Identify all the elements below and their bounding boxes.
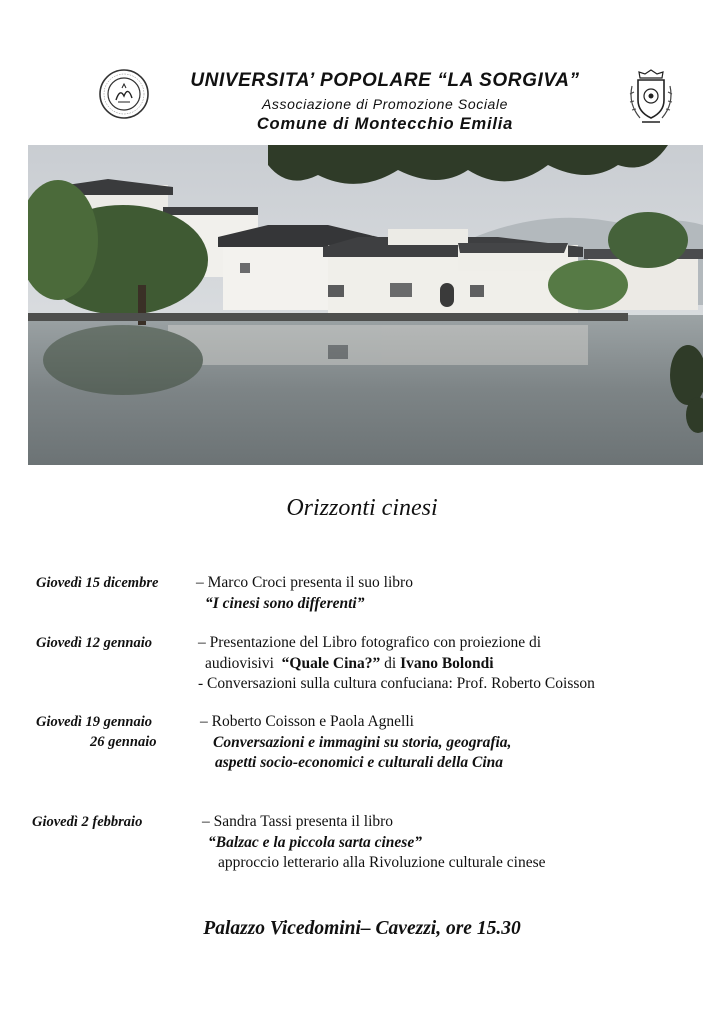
association-subtitle: Associazione di Promozione Sociale: [261, 96, 509, 112]
event-description: – Marco Croci presenta il suo libro: [196, 574, 413, 591]
event-date: Giovedì 19 gennaio: [36, 714, 152, 730]
event-book-title: “Balzac e la piccola sarta cinese”: [208, 834, 422, 851]
venue-and-time: Palazzo Vicedomini– Cavezzi, ore 15.30: [203, 918, 521, 939]
comune-name: Comune di Montecchio Emilia: [256, 115, 514, 133]
event-date: Giovedì 2 febbraio: [32, 814, 143, 830]
event-description-line3: - Conversazioni sulla cultura confuciana: Prof. Roberto Coisson: [198, 675, 595, 692]
event-description-line3: approccio letterario alla Rivoluzione culturale cinese: [218, 854, 546, 871]
event-description: – Roberto Coisson e Paola Agnelli: [200, 713, 414, 730]
association-title: UNIVERSITA’ POPOLARE “LA SORGIVA”: [190, 70, 580, 91]
municipal-crest-icon: [624, 66, 678, 128]
event-subtitle: Conversazioni e immagini su storia, geografia,: [213, 734, 512, 751]
event-book-title: “I cinesi sono differenti”: [205, 595, 365, 612]
event-author: Ivano Bolondi: [400, 655, 494, 672]
event-description-line2: [205, 655, 494, 673]
lake-village-photo: [28, 145, 703, 465]
university-seal-icon: [98, 68, 150, 120]
event-description: – Presentazione del Libro fotografico con proiezione di: [198, 634, 542, 651]
event-date: Giovedì 15 dicembre: [36, 575, 159, 591]
event-description: – Sandra Tassi presenta il libro: [202, 813, 394, 830]
event-text: audiovisivi: [205, 655, 274, 672]
event-subtitle-line2: aspetti socio-economici e culturali della Cina: [215, 754, 504, 771]
event-text: di: [384, 655, 397, 672]
event-date-second: 26 gennaio: [90, 734, 157, 750]
event-series-title: Orizzonti cinesi: [286, 495, 438, 521]
event-date: Giovedì 12 gennaio: [36, 635, 152, 651]
event-book-title: “Quale Cina?”: [281, 655, 381, 672]
